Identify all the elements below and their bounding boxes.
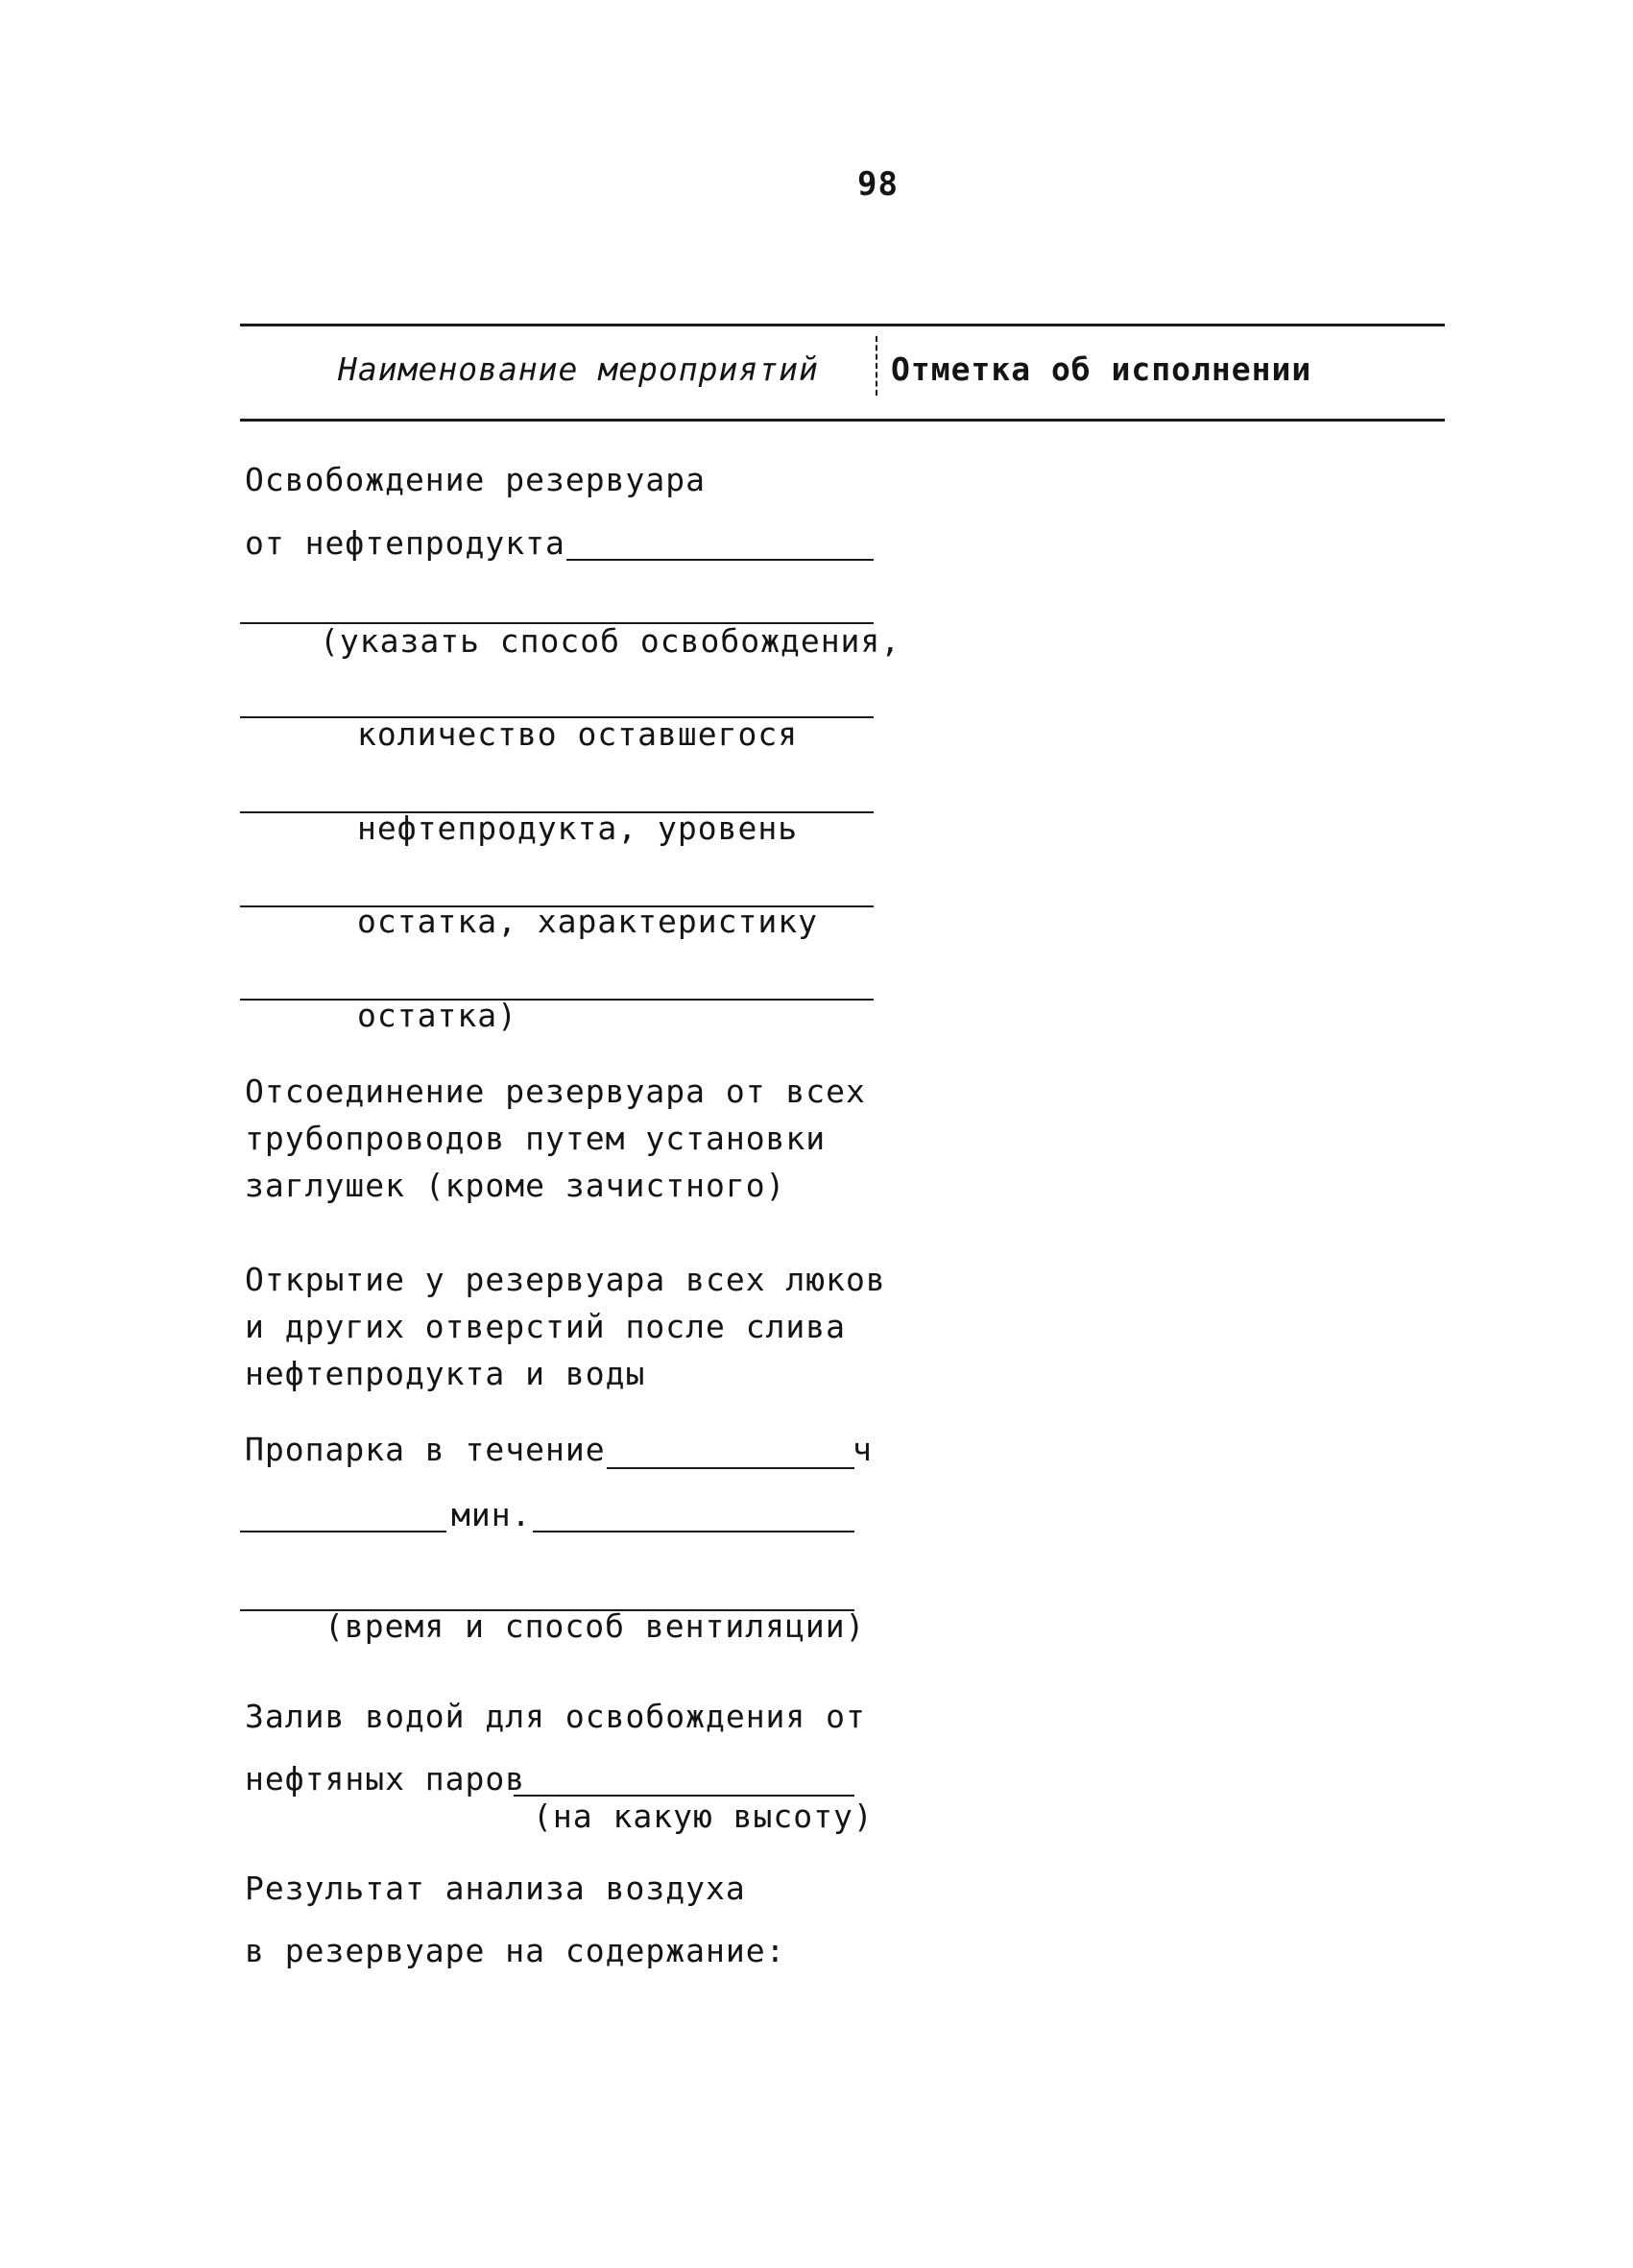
column-header-completion-mark: Отметка об исполнении: [891, 350, 1312, 388]
water-fill-line-2: нефтяных паров: [245, 1760, 526, 1798]
disconnect-line-3: заглушек (кроме зачистного): [245, 1167, 786, 1204]
page-number: 98: [857, 165, 899, 204]
steaming-extra-blank: [533, 1531, 854, 1532]
steaming-hours-blank: [607, 1467, 854, 1469]
release-hint-4: остатка, характеристику: [357, 903, 818, 940]
column-header-measures: Наименование мероприятий: [338, 350, 819, 388]
release-hint-1: (указать способ освобождения,: [320, 622, 901, 660]
release-hint-5: остатка): [357, 997, 517, 1034]
water-fill-line-1: Залив водой для освобождения от: [245, 1698, 866, 1735]
table-top-rule: [240, 324, 1445, 326]
opening-line-2: и других отверстий после слива: [245, 1308, 847, 1345]
steaming-label: Пропарка в течение: [245, 1431, 606, 1468]
water-fill-hint: (на какую высоту): [533, 1798, 874, 1835]
release-method-blank: [566, 559, 874, 561]
release-hint-2: количество оставшегося: [357, 715, 799, 753]
analysis-line-1: Результат анализа воздуха: [245, 1870, 746, 1907]
analysis-line-2: в резервуаре на содержание:: [245, 1932, 786, 1969]
hint-line-5: [240, 999, 874, 1001]
release-hint-3: нефтепродукта, уровень: [357, 809, 799, 847]
steaming-hours-unit: ч: [853, 1431, 873, 1468]
opening-line-1: Открытие у резервуара всех люков: [245, 1261, 886, 1298]
column-separator: [876, 336, 877, 396]
disconnect-line-1: Отсоединение резервуара от всех: [245, 1073, 866, 1110]
disconnect-line-2: трубопроводов путем установки: [245, 1120, 827, 1157]
opening-line-3: нефтепродукта и воды: [245, 1355, 646, 1392]
steaming-minutes-blank: [240, 1531, 446, 1532]
release-line-2: от нефтепродукта: [245, 524, 565, 562]
table-header-bottom-rule: [240, 419, 1445, 422]
steaming-minutes-unit: мин.: [451, 1496, 532, 1533]
water-fill-height-blank: [514, 1795, 854, 1797]
steaming-hint: (время и способ вентиляции): [324, 1607, 866, 1645]
release-line-1: Освобождение резервуара: [245, 461, 706, 498]
